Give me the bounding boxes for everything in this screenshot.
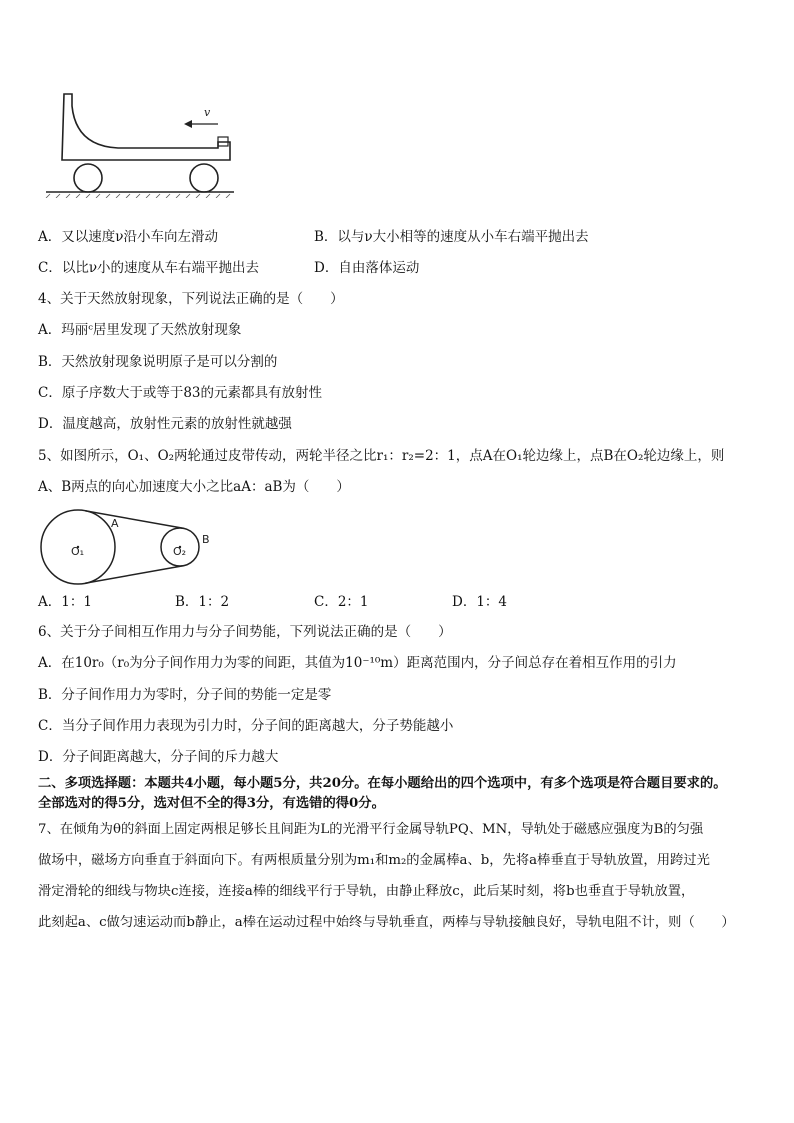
q7-line2: 做场中，磁场方向垂直于斜面向下。有两根质量分别为m₁和m₂的金属棒a、b，先将a棒垂直于导轨放置，用跨过光: [38, 853, 710, 868]
q6-stem: 6、关于分子间相互作用力与分子间势能，下列说法正确的是（ ）: [38, 624, 452, 640]
belt-top: [85, 511, 184, 529]
q3-option-a: A．又以速度ν沿小车向左滑动: [38, 229, 218, 245]
q4-option-b: B．天然放射现象说明原子是可以分割的: [38, 354, 278, 370]
q4-option-d: D．温度越高，放射性元素的放射性就越强: [38, 416, 292, 432]
label-b: B: [202, 533, 210, 546]
q5-option-c: C．2：1: [314, 594, 369, 610]
belt-bottom: [85, 566, 184, 584]
label-o2: O₂: [173, 545, 187, 558]
label-o1: O₁: [71, 545, 85, 558]
ground-hatch: [46, 194, 230, 198]
q5-stem-line2: A、B两点的向心加速度大小之比aA：aB为（ ）: [38, 479, 350, 495]
section2-line2: 全部选对的得5分，选对但不全的得3分，有选错的得0分。: [38, 796, 385, 811]
q3-option-d: D．自由落体运动: [314, 260, 420, 276]
q6-option-c: C．当分子间作用力表现为引力时，分子间的距离越大，分子势能越小: [38, 718, 454, 734]
q4-option-c: C．原子序数大于或等于83的元素都具有放射性: [38, 385, 323, 401]
q4-option-a: A．玛丽ᶜ居里发现了天然放射现象: [38, 322, 242, 338]
q7-line3: 滑定滑轮的细线与物块c连接，连接a棒的细线平行于导轨，由静止释放c，此后某时刻，将b也垂直于导轨放置，: [38, 884, 695, 899]
left-wheel: [74, 164, 102, 192]
q5-stem-line1: 5、如图所示，O₁、O₂两轮通过皮带传动，两轮半径之比r₁：r₂=2：1，点A在O₁轮边缘上，点B在O₂轮边缘上，则: [38, 448, 725, 464]
q6-option-b: B．分子间作用力为零时，分子间的势能一定是零: [38, 687, 332, 703]
q5-option-b: B．1：2: [175, 594, 230, 610]
cart-body: [62, 94, 230, 160]
q5-option-a: A．1：1: [38, 594, 92, 610]
right-wheel: [190, 164, 218, 192]
section2-line1: 二、多项选择题：本题共4小题，每小题5分，共20分。在每小题给出的四个选项中，有多个选项是符合题目要求的。: [38, 776, 727, 791]
q3-option-c: C．以比ν小的速度从车右端平抛出去: [38, 260, 260, 276]
label-a: A: [111, 517, 119, 530]
q7-line4: 此刻起a、c做匀速运动而b静止，a棒在运动过程中始终与导轨垂直，两棒与导轨接触良好，导轨电阻不计，则（ ）: [38, 915, 735, 930]
q6-option-d: D．分子间距离越大，分子间的斥力越大: [38, 749, 279, 765]
q4-stem: 4、关于天然放射现象，下列说法正确的是（ ）: [38, 291, 344, 307]
q5-option-d: D．1：4: [452, 594, 508, 610]
velocity-label: v: [204, 106, 211, 119]
q6-option-a: A．在10r₀（r₀为分子间作用力为零的间距，其值为10⁻¹⁰m）距离范围内，分子间总存在着相互作用的引力: [38, 655, 677, 671]
q7-line1: 7、在倾角为θ的斜面上固定两根足够长且间距为L的光滑平行金属导轨PQ、MN，导轨处于磁感应强度为B的匀强: [38, 822, 704, 837]
q3-option-b: B．以与ν大小相等的速度从小车右端平抛出去: [314, 229, 589, 245]
cart-figure: [36, 88, 246, 198]
velocity-arrowhead: [184, 120, 192, 128]
pulley-figure: [36, 502, 226, 586]
